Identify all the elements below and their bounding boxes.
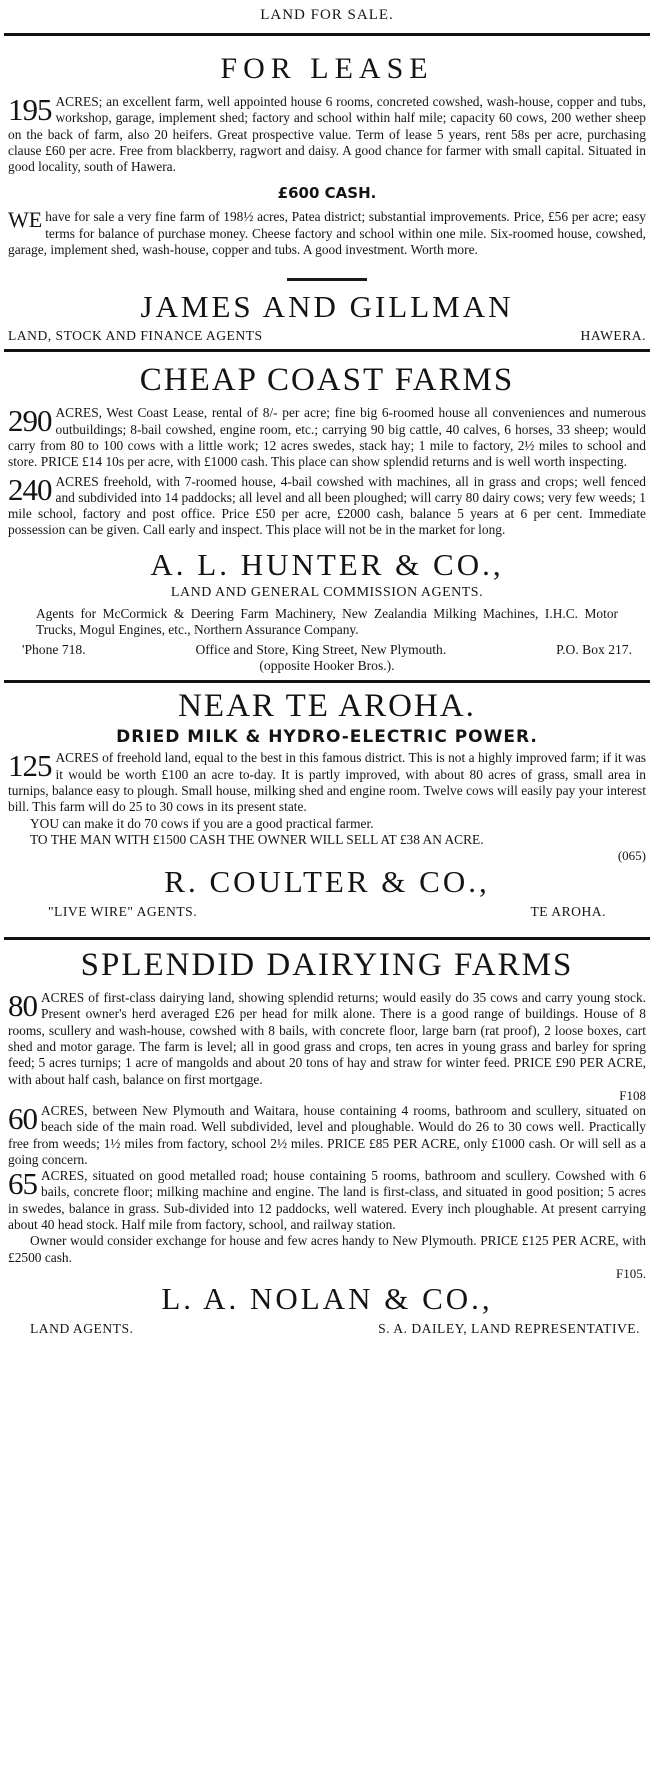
listing-text: ACRES of freehold land, equal to the best in this famous district. This is not a highly improved farm; if it was it would be worth £100 an acre to-day. It is partly improved, with about 80 acres of grass, small area in turnips, balance easy to plough. Small house, milking shed and engine room. Twelve cows will easily pay your interest bill. This farm will do 25 to 30 cows in its present state. [8,750,646,815]
opposite-note: (opposite Hooker Bros.). [259,658,395,674]
agent-name: R. COULTER & CO., [164,864,490,900]
acreage-number: 290 [8,403,52,439]
land-representative: S. A. DAILEY, LAND REPRESENTATIVE. [378,1320,640,1336]
agent-name: JAMES AND GILLMAN [140,289,514,325]
listing-125 [8,750,646,815]
te-aroha-heading: NEAR TE AROHA. [178,688,476,725]
cash-heading: £600 CASH. [277,184,377,203]
listing-text: ACRES of first-class dairying land, showing splendid returns; would easily do 35 cows and carry young stock. Present owner's herd averaged £26 per head for milk alone. There is a good range of buildings. House of 8 rooms, scullery and wash-house, cowshed with 8 bails, with concrete floor, large barn (rat proof), 2 loose boxes, cart shed and motor garage. The farm is level; all in good grass and crops, ten acres in young grass and barley for spring feed; 5 acres turnips; 1 acre of mangolds and about 20 tons of hay and straw for winter feed. PRICE £90 PER ACRE, with about half cash, balance on first mortgage. [8,990,646,1087]
agent-tagline-row [8,1321,646,1337]
listing-text: ACRES, situated on good metalled road; house containing 5 rooms, bathroom and scullery. Cowshed with 6 bails, concrete floor; milking machine and engine. The land is first-class, and situated in good position; 5 acres in swedes, balance in grass. Sub-divided into 12 paddocks, well watered. Every inch ploughable. At present carrying about 40 head stock. Half mile from factory, school, and railway station. [8,1168,646,1232]
listing-text: ACRES, between New Plymouth and Waitara, house containing 4 rooms, bathroom and scullery, situated on beach side of the main road. Well subdivided, level and ploughable. Would do 26 to 30 cows well. Practically free from weeds; 1½ miles from factory, school 2½ miles. PRICE £85 PER ACRE, only £1000 cash. Or will sell as a going concern. [8,1102,646,1167]
phone-number: 'Phone 718. [22,642,86,658]
splendid-heading: SPLENDID DAIRYING FARMS [80,947,574,984]
listing-65 [8,1168,646,1233]
listing-60 [8,1100,646,1168]
acreage-number: 240 [8,471,52,507]
listing-80 [8,990,646,1088]
james-gillman-agent [8,289,646,344]
agent-name: L. A. NOLAN & CO., [161,1280,493,1316]
acreage-number: 125 [8,748,52,784]
acreage-number: 80 [8,988,37,1024]
agent-name: A. L. HUNTER & CO., [150,546,504,582]
for-lease-body [8,94,646,175]
acreage-number: 60 [8,1100,37,1136]
owner-will-sell-line: TO THE MAN WITH £1500 CASH THE OWNER WILL SELL AT £38 AN ACRE. [30,831,484,847]
cheap-coast-farms-ad [8,361,646,538]
listing-290 [8,405,646,470]
nolan-agent [8,1281,646,1337]
ad-reference: F105. [616,1265,646,1281]
near-te-aroha-ad [8,687,646,864]
section-divider [4,349,650,352]
header-divider [4,33,650,36]
agent-tagline: LAND AND GENERAL COMMISSION AGENTS. [170,584,484,600]
contact-row [8,642,646,658]
listing-text: have for sale a very fine farm of 198½ acres, Patea district; substantial improvements. Price, £56 per acre; easy terms for balance of purchase money. Cheese factory and school within one mile. Six-roomed house, cowshed, garage, implement shed, wash-house, copper and tubs. A good investment. Worth more. [8,209,646,258]
agent-tagline: LAND, STOCK AND FINANCE AGENTS [8,328,263,344]
agent-town: HAWERA. [580,328,646,344]
listing-text: ACRES; an excellent farm, well appointed house 6 rooms, concreted cowshed, wash-house, copper and tubs, workshop, garage, implement shed; factory and school within half mile; capacity 60 cows, 200 wether sheep on the back of farm, also 20 heifers. Great prospective value. Term of lease 5 years, rent 58s per acre, purchasing clause £60 per acre. Free from blackberry, ragwort and daisy. A good chance for farmer with small capital. Situated in good locality, south of Hawera. [8,94,646,175]
agent-tagline-row [8,900,646,920]
acreage-number: 195 [8,92,52,127]
section-divider [4,680,650,683]
drop-cap: WE [8,207,43,233]
te-aroha-subheading: DRIED MILK & HYDRO-ELECTRIC POWER. [116,727,538,748]
agent-tagline: LAND AGENTS. [30,1320,134,1336]
office-address: Office and Store, King Street, New Plymouth. [195,642,447,658]
ad-reference: F108 [619,1087,646,1103]
for-lease-heading: FOR LEASE [220,52,434,85]
po-box: P.O. Box 217. [556,642,632,658]
cheap-coast-heading: CHEAP COAST FARMS [139,362,515,399]
practical-farmer-line: YOU can make it do 70 cows if you are a good practical farmer. [30,815,374,831]
hunter-agent [8,547,646,675]
coulter-agent [8,864,646,920]
exchange-note: Owner would consider exchange for house and few acres handy to New Plymouth. PRICE £125 PER ACRE, with £2500 cash. [8,1233,646,1265]
listing-text: ACRES freehold, with 7-roomed house, 4-bail cowshed with machines, all in grass and crops; well fenced and subdivided into 14 paddocks; all level and all been ploughed; will carry 80 dairy cows; very few weeds; 1 mile school, factory and post office. Price £50 per acre, £2000 cash, balance 5 years at 6 per cent. Immediate possession can be given. Call early and inspect. This place will not be in the market for long. [8,473,646,538]
section-title: LAND FOR SALE. [260,7,394,23]
for-lease-ad [8,50,646,258]
listing-240 [8,471,646,539]
cash-body [8,209,646,258]
agent-tagline: "LIVE WIRE" AGENTS. [48,904,198,920]
agent-town: TE AROHA. [530,904,606,920]
ad-reference: (065) [617,848,646,864]
splendid-dairying-ad [8,946,646,1281]
section-divider [4,937,650,940]
agents-for-text: Agents for McCormick & Deering Farm Machinery, New Zealandia Milking Machines, I.H.C. Motor Trucks, Mogul Engines, etc., Northern Assurance Company. [36,605,618,638]
page-header [8,0,646,33]
agent-tagline-row [8,328,646,344]
acreage-number: 65 [8,1166,37,1202]
listing-text: ACRES, West Coast Lease, rental of 8/- per acre; fine big 6-roomed house all conveniences and numerous outbuildings; 8-bail cowshed, engine room, etc.; carrying 90 big cattle, 40 calves, 6 horses, 33 sheep; would carry from 80 to 100 cows with a little work; 12 acres swedes, stack hay; 1 mile to factory, 2½ miles to school and store. PRICE £14 10s per acre, with £1000 cash. This place can show splendid returns and is well worth inspecting. [8,405,646,470]
short-divider [287,278,367,281]
